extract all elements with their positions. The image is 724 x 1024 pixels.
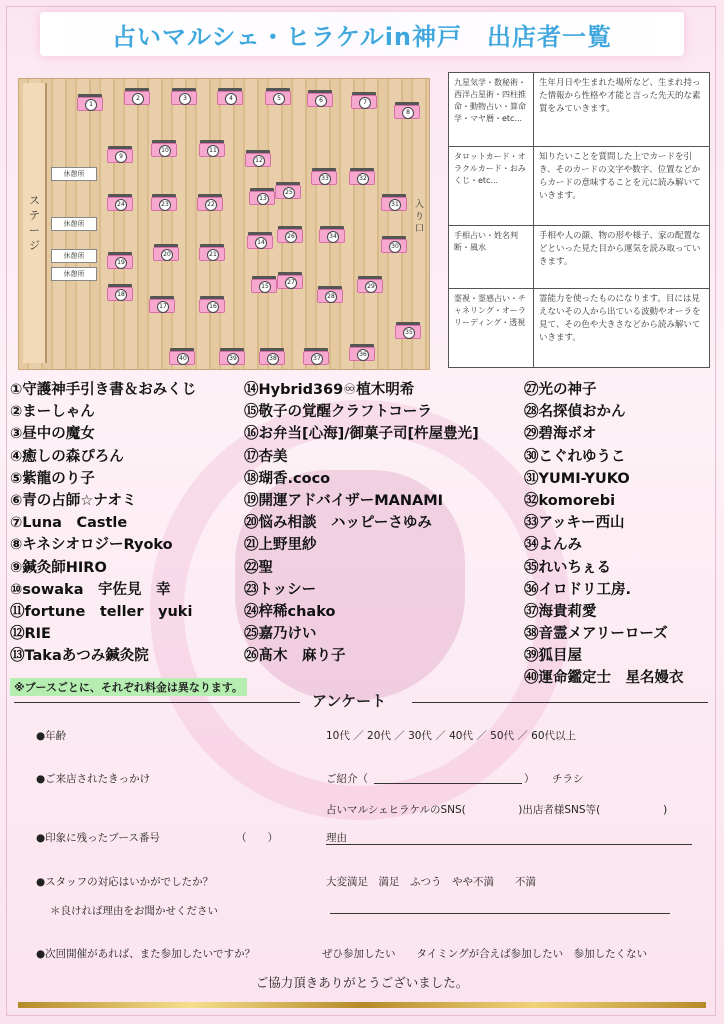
booth-number: 22 [205,199,217,211]
booth-marker [303,351,329,365]
entrance-label: 入り口 [415,200,425,234]
rest-area: 休憩所 [51,249,97,263]
booth-marker [349,347,375,361]
vendor-item: ⑩sowaka 宇佐見 幸 [10,581,171,598]
booth-marker [249,191,275,205]
booth-marker [107,287,133,301]
booth-number: 7 [359,97,371,109]
booth-marker [199,299,225,313]
booth-marker [124,91,150,105]
table-row [449,226,710,288]
vendor-item: ㉗光の神子 [524,382,597,398]
booth-number: 16 [207,301,219,313]
vendor-item: ⑧キネシオロジーRyoko [10,537,173,554]
booth-marker [199,143,225,157]
age-options[interactable]: 10代 ／ 20代 ／ 30代 ／ 40代 ／ 50代 ／ 60代以上 [326,730,577,742]
vendor-item: ㉖髙木 麻り子 [244,648,346,665]
vendor-list-col2 [244,378,479,666]
vendor-item: ②まーしゃん [10,404,95,421]
booth-number: 40 [177,353,189,365]
divider [14,702,300,703]
booth-marker [247,235,273,249]
vendor-list-col1 [10,378,196,666]
booth-number: 29 [365,281,377,293]
booth-number: 34 [327,231,339,243]
booth-number: 25 [283,187,295,199]
thanks-message: ご協力頂きありがとうございました。 [255,975,469,990]
divider [412,702,708,703]
booth-marker [149,299,175,313]
booth-number: 23 [159,199,171,211]
vendor-item: ㉙碧海ボオ [524,426,597,443]
reason-input-line[interactable] [326,844,692,845]
again-question: ●次回開催があれば、また参加したいですか？ [36,948,256,960]
table-row [449,288,710,367]
booth-number: 27 [285,277,297,289]
booth-marker [107,197,133,211]
booth-marker [107,149,133,163]
booth-number: 15 [259,281,271,293]
table-row [449,73,710,147]
booth-number: 9 [115,151,127,163]
table-row [449,147,710,226]
booth-marker [171,91,197,105]
booth-number: 30 [389,241,401,253]
booth-number: 1 [85,99,97,111]
vendor-item: ㉔梓稀chako [244,603,336,620]
booth-number: 32 [357,173,369,185]
title-banner [40,12,684,56]
age-question: ●年齢 [36,730,67,742]
booth-number: 17 [157,301,169,313]
booth-marker [349,171,375,185]
fortune-type-table [448,72,710,368]
type-name: 手相占い・姓名判断・風水 [449,226,534,288]
booth-number: 21 [207,249,219,261]
booth-question: ●印象に残ったブース番号 [36,832,160,844]
booth-number: 2 [132,93,144,105]
trigger-sns[interactable]: 占いマルシェヒラケルのSNS( )出店者様SNS等( ) [326,804,668,816]
booth-marker [153,247,179,261]
trigger-question: ●ご来店されたきっかけ [36,773,151,785]
booth-number: 10 [159,145,171,157]
booth-number: 8 [402,107,414,119]
stage-area [23,83,47,363]
booth-number: 37 [311,353,323,365]
vendor-item: ⑫RIE [10,626,51,643]
vendor-item: ㉛YUMI-YUKO [524,470,630,487]
vendor-item: ㉑上野里紗 [244,537,317,554]
rest-area: 休憩所 [51,167,97,181]
type-name: 九星気学・数秘術・西洋占星術・四柱推命・動物占い・算命学・マヤ暦・etc... [449,73,534,147]
booth-number: 6 [315,95,327,107]
vendor-item: ㉒聖 [244,559,273,576]
type-desc: 生年月日や生まれた場所など、生まれ持った情報から性格や才能と言った先天的な素質をみていきます。 [534,73,710,147]
booth-number: 4 [225,93,237,105]
stage-label: ステージ [29,194,40,252]
rest-area: 休憩所 [51,267,97,281]
booth-number-field[interactable]: （ ） [236,832,278,844]
booth-marker [217,91,243,105]
vendor-item: ㉕嘉乃けい [244,626,317,643]
vendor-item: ㉜komorebi [524,492,616,509]
vendor-item: ㊱イロドリ工房. [524,581,632,598]
vendor-list-col3 [524,378,684,689]
vendor-item: ㉘名探偵おかん [524,404,626,421]
booth-marker [351,95,377,109]
vendor-item: ⑮敬子の覚醒クラフトコーラ [244,404,432,421]
floor-map [18,78,430,370]
staff-reason-line[interactable] [330,913,670,914]
booth-number: 19 [115,257,127,269]
vendor-item: ③昼中の魔女 [10,426,95,443]
booth-number: 14 [255,237,267,249]
booth-number: 38 [267,353,279,365]
booth-marker [319,229,345,243]
booth-number: 11 [207,145,219,157]
booth-marker [151,143,177,157]
booth-number: 26 [285,231,297,243]
booth-marker [259,351,285,365]
vendor-item: ㊵運命鑑定士 星名嫚衣 [524,670,684,687]
page-title: 占いマルシェ・ヒラケルin神戸 出店者一覧 [111,22,613,51]
booth-marker [275,185,301,199]
rest-area: 休憩所 [51,217,97,231]
trigger-intro: ご紹介（ [326,773,368,785]
booth-number: 3 [179,93,191,105]
booth-marker [317,289,343,303]
type-desc: 手相や人の顔、物の形や様子、家の配置などといった見た目から運気を読み取っていきます。 [534,226,710,288]
gold-divider [18,1002,706,1008]
staff-options[interactable]: 大変満足 満足 ふつう やや不満 不満 [326,876,536,888]
booth-marker [197,197,223,211]
trigger-close: ） [524,773,535,785]
booth-marker [77,97,103,111]
booth-marker [394,105,420,119]
vendor-item: ⑳悩み相談 ハッピーさゆみ [244,515,432,532]
booth-marker [381,197,407,211]
vendor-item: ㊲海貴莉愛 [524,603,597,620]
vendor-item: ㉓トッシー [244,581,317,598]
booth-number: 35 [403,327,415,339]
booth-number: 31 [389,199,401,211]
booth-number: 13 [257,193,269,205]
vendor-item: ⑭Hybrid369♾植木明希 [244,382,415,398]
booth-number: 24 [115,199,127,211]
booth-number: 33 [319,173,331,185]
booth-marker [357,279,383,293]
type-name: 霊視・霊感占い・チャネリング・オーラリーディング・透視 [449,288,534,367]
booth-number: 39 [227,353,239,365]
survey-title: アンケート [312,692,387,710]
vendor-item: ⑦Luna Castle [10,515,128,532]
vendor-item: ⑤紫龍のり子 [10,470,95,487]
vendor-item: ㊳音霊メアリーローズ [524,626,668,643]
booth-marker [265,91,291,105]
booth-marker [107,255,133,269]
vendor-item: ⑲開運アドバイザーMANAMI [244,492,444,509]
booth-marker [381,239,407,253]
vendor-item: ㊴狐目屋 [524,648,582,665]
booth-marker [151,197,177,211]
vendor-item: ㉟れいちぇる [524,559,611,576]
booth-marker [277,229,303,243]
type-desc: 知りたいことを質問した上でカードを引き、そのカードの文字や数字、位置などからカードの意味することを元に読み解いていきます。 [534,147,710,226]
booth-marker [251,279,277,293]
price-note: ※ブースごとに、それぞれ料金は異なります。 [10,678,247,696]
booth-marker [199,247,225,261]
booth-marker [311,171,337,185]
vendor-item: ⑬Takaあつみ鍼灸院 [10,648,149,665]
booth-number: 18 [115,289,127,301]
booth-marker [245,153,271,167]
booth-marker [307,93,333,107]
booth-marker [277,275,303,289]
booth-number: 36 [357,349,369,361]
staff-reason-prompt: ＊良ければ理由をお聞かせください [50,905,218,917]
trigger-flyer[interactable]: チラシ [552,773,584,785]
booth-number: 20 [161,249,173,261]
booth-marker [219,351,245,365]
staff-question: ●スタッフの対応はいかがでしたか？ [36,876,214,888]
booth-marker [395,325,421,339]
referral-input-line[interactable] [374,783,522,784]
vendor-item: ⑥青の占師☆ナオミ [10,492,137,509]
reason-label: 理由 [326,832,347,844]
booth-number: 5 [273,93,285,105]
vendor-item: ①守護神手引き書＆おみくじ [10,382,197,398]
type-name: タロットカード・オラクルカード・おみくじ・etc... [449,147,534,226]
booth-number: 28 [325,291,337,303]
type-desc: 霊能力を使ったものになります。目には見えないその人から出ている波動やオーラを見て、その色や大きさなどから読み解いていきます。 [534,288,710,367]
vendor-item: ⑱瑚香.coco [244,470,331,487]
vendor-item: ⑪fortune teller yuki [10,603,193,620]
vendor-item: ⑰杏美 [244,448,288,465]
booth-number: 12 [253,155,265,167]
booth-marker [169,351,195,365]
vendor-item: ㉞よんみ [524,537,582,554]
again-options[interactable]: ぜひ参加したい タイミングが合えば参加したい 参加したくない [322,948,648,960]
vendor-item: ㉚こぐれゆうこ [524,448,626,465]
vendor-item: ㉝アッキー西山 [524,515,625,532]
vendor-item: ⑨鍼灸師HIRO [10,559,107,576]
vendor-item: ⑯お弁当[心海]/御菓子司[杵屋豊光] [244,426,479,443]
vendor-item: ④癒しの森ぴろん [10,448,124,465]
